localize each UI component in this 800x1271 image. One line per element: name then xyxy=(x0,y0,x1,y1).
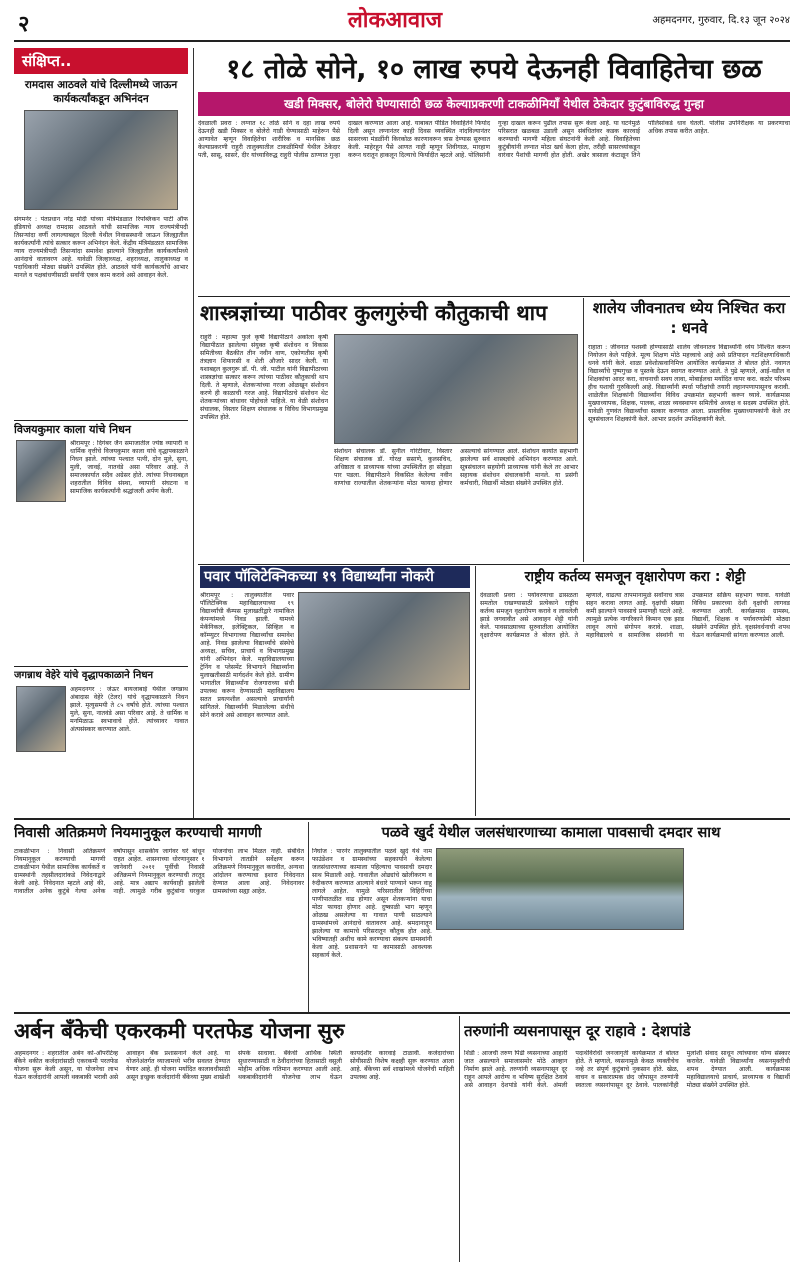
section-rule xyxy=(198,296,790,297)
column-divider xyxy=(308,822,309,1012)
brief-headline: विजयकुमार काला यांचे निधन xyxy=(14,420,188,437)
section-rule xyxy=(14,1012,790,1014)
story-body: देवळाली प्रवरा : पर्यावरणाचा ढासळता समतोल राखण्यासाठी प्रत्येकाने राष्ट्रीय कर्तव्य समजून वृक्षारोपण करावे व लावलेली झाडे जगवावीत असे आवाहन शेट्टी यांनी केले. पावसाळ्याच्या सुरुवातीला आयोजित वृक्षारोपण कार्यक्रमात ते बोलत होते. ते म्हणाले, वाढत्या तापमानामुळे सर्वांनाच त्रास सहन करावा लागत आहे. वृक्षांची संख्या कमी झाल्याने पावसाचे प्रमाणही घटले आहे. त्यामुळे प्रत्येक नागरिकाने किमान एक झाड लावून त्याचे संगोपन करावे. शाळा, महाविद्यालये व सामाजिक संस्थांनी या उपक्रमात सक्रिय सहभाग घ्यावा. यावेळी विविध प्रकारच्या देशी वृक्षांची लागवड करण्यात आली. कार्यक्रमास ग्रामस्थ, विद्यार्थी, शिक्षक व पर्यावरणप्रेमी मोठ्या संख्येने उपस्थित होते. वृक्षसंवर्धनाची शपथ घेऊन कार्यक्रमाची सांगता करण्यात आली. xyxy=(480,592,790,639)
section-rule xyxy=(198,564,790,565)
portrait-photo xyxy=(16,440,66,502)
story-body: संशोधन संचालक डॉ. सुनील गोरंटीवार, विस्तार शिक्षण संचालक डॉ. गोरक्ष ससाणे, कुलसचिव, अधिष्ठाता व प्राध्यापक यांच्या उपस्थितीत हा सोहळा पार पडला. विद्यापीठाने विकसित केलेल्या नवीन वाणांचा राज्यातील शेतकऱ्यांना मोठा फायदा होणार असल्याचे सांगण्यात आले. संशोधन कार्यात सहभागी झालेल्या सर्व शास्त्रज्ञांचे अभिनंदन करण्यात आले. सूत्रसंचालन सहयोगी प्राध्यापक यांनी केले तर आभार सहायक संशोधन संचालकांनी मानले. या प्रसंगी कर्मचारी, विद्यार्थी मोठ्या संख्येने उपस्थित होते. xyxy=(334,448,578,487)
story-headline: १८ तोळे सोने, १० लाख रुपये देऊनही विवाहितेचा छळ xyxy=(226,54,762,85)
story-body: निघोज : पारनेर तालुक्यातील पळवे खुर्द येथे नाम फाउंडेशन व ग्रामस्थांच्या सहकार्याने केलेल्या जलसंधारणाच्या कामाला पहिल्याच पावसाची दमदार साथ मिळाली आहे. गावातील ओढ्यांचे खोलीकरण व रुंदीकरण करण्यात आल्याने बंधारे पाण्याने भरून वाहू लागले आहेत. यामुळे परिसरातील विहिरींच्या पाणीपातळीत वाढ होणार असून शेतकऱ्यांना याचा मोठा फायदा होणार आहे. दुष्काळी भाग म्हणून ओळख असलेल्या या गावात पाणी साठल्याने ग्रामस्थांमध्ये आनंदाचे वातावरण आहे. श्रमदानातून झालेल्या या कामाचे परिसरातून कौतुक होत आहे. भविष्यातही अशीच कामे करण्याचा संकल्प ग्रामस्थांनी केला आहे. प्रशासनाने या कामासाठी आवश्यक सहकार्य केले. xyxy=(312,848,432,959)
palve-photo xyxy=(436,848,684,930)
masthead-rule xyxy=(14,40,790,42)
brief-body: अहमदनगर : जेऊर बायजाबाई येथील जगन्नाथ अंबादास वेहेरे (टेलर) यांचे वृद्धापकाळाने निधन झाले. मृत्युसमयी ते ८५ वर्षांचे होते. त्यांच्या पश्चात मुले, सुना, नातवंडे असा परिवार आहे. ते धार्मिक व मनमिळाऊ स्वभावाचे होते. त्यांच्यावर गावात अंत्यसंस्कार करण्यात आले. xyxy=(70,686,188,733)
sidebar-title: संक्षिप्त.. xyxy=(14,48,188,74)
story-body: राहुरी : महात्मा फुले कृषी विद्यापीठाने अकोला कृषी विद्यापीठात झालेल्या संयुक्त कृषी संशोधन व विकास समितीच्या बैठकीत तीन नवीन वाण, एकोणतीस कृषी तंत्रज्ञान शिफारसी व शेती औजारे सादर केली. या यशाबद्दल कुलगुरू डॉ. पी. जी. पाटील यांनी विद्यापीठाच्या शास्त्रज्ञांचा सत्कार करून त्यांच्या पाठीवर कौतुकाची थाप दिली. ते म्हणाले, शेतकऱ्यांच्या गरजा ओळखून संशोधन करणे ही काळाची गरज आहे. विद्यापीठाचे संशोधन थेट शेतकऱ्यांच्या बांधावर पोहोचले पाहिजे. या वेळी संशोधन संचालक, विस्तार शिक्षण संचालक व विविध विभागप्रमुख उपस्थित होते. xyxy=(200,334,328,421)
sidebar xyxy=(14,48,188,818)
column-divider xyxy=(583,298,584,562)
brief-body: श्रीरामपूर : दिगंबर जैन समाजातील ज्येष्ठ व्यापारी व धार्मिक वृत्तीचे विजयकुमार काला यांचे वृद्धापकाळाने निधन झाले. त्यांच्या पश्चात पत्नी, दोन मुले, सुना, मुली, जावई, नातवंडे असा परिवार आहे. ते समाजकार्यात सदैव अग्रेसर होते. त्यांच्या निधनाबद्दल शहरातील विविध संस्था, व्यापारी संघटना व सामाजिक कार्यकर्त्यांनी श्रद्धांजली अर्पण केली. xyxy=(70,440,188,495)
brief-headline: जगन्नाथ वेहेरे यांचे वृद्धापकाळाने निधन xyxy=(14,666,188,682)
brief-body-continued xyxy=(14,504,188,654)
story-body-continued xyxy=(436,934,684,1008)
scientists-photo xyxy=(334,334,578,444)
brand-logo: लोकआवाज xyxy=(347,8,443,33)
masthead xyxy=(0,0,800,50)
edition-line: अहमदनगर, गुरुवार, दि.१३ जून २०२४ xyxy=(652,15,790,26)
story-body: देवळाली प्रवरा : लग्नात १८ तोळे सोने व दहा लाख रुपये देऊनही खडी मिक्सर व बोलेरो गाडी घेण्यासाठी माहेरून पैसे आणावेत म्हणून विवाहितेचा शारीरिक व मानसिक छळ केल्याप्रकरणी राहुरी तालुक्यातील टाकळीमियाँ येथील ठेकेदार पती, सासू, सासरे, दीर यांच्याविरुद्ध राहुरी पोलीस ठाण्यात गुन्हा दाखल करण्यात आला आहे. याबाबत पीडित विवाहितेने फिर्याद दिली असून लग्नानंतर काही दिवस व्यवस्थित नांदविल्यानंतर सासरच्या मंडळींनी किरकोळ कारणावरून त्रास देण्यास सुरुवात केली. माहेरहून पैसे आणत नाही म्हणून शिवीगाळ, मारहाण करून घरातून हाकलून दिल्याचे फिर्यादीत म्हटले आहे. पोलिसांनी गुन्हा दाखल करून पुढील तपास सुरू केला आहे. या घटनेमुळे परिसरात खळबळ उडाली असून संबंधितांवर कडक कारवाई करण्याची मागणी महिला संघटनांनी केली आहे. विवाहितेच्या कुटुंबीयांनी लग्नात मोठा खर्च केला होता, तरीही सासरच्यांकडून वारंवार पैशांची मागणी होत होती. अखेर त्रासाला कंटाळून तिने पोलिसांकडे धाव घेतली. पोलीस उपनिरीक्षक या प्रकरणाचा अधिक तपास करीत आहेत. xyxy=(198,120,790,159)
ramdas-photo xyxy=(24,110,178,210)
column-divider xyxy=(193,48,194,818)
polytechnic-photo xyxy=(298,592,470,690)
story-body: राहाता : जीवनात यशस्वी होण्यासाठी शालेय जीवनातच विद्यार्थ्यांनी ध्येय निश्चित करून नियोजन केले पाहिजे. मूल्य शिक्षण मोठे महत्त्वाचे आहे असे प्रतिपादन गटशिक्षणाधिकारी धनवे यांनी केले. शाळा प्रवेशोत्सवानिमित्त आयोजित कार्यक्रमात ते बोलत होते. नवागत विद्यार्थ्यांचे पुष्पगुच्छ व पुस्तके देऊन स्वागत करण्यात आले. ते पुढे म्हणाले, आई-वडील व शिक्षकांचा आदर करा, वाचनाची सवय लावा, मोबाईलचा मर्यादित वापर करा. कठोर परिश्रम हीच यशाची गुरुकिल्ली आहे. विद्यार्थ्यांनी स्पर्धा परीक्षांची तयारी लहानपणापासूनच करावी. शाळेतील शिक्षकांनी विद्यार्थ्यांना विविध उपक्रमांत सहभागी करून घ्यावे. कार्यक्रमास मुख्याध्यापक, शिक्षक, पालक, शाळा व्यवस्थापन समितीचे अध्यक्ष व सदस्य उपस्थित होते. यावेळी गुणवंत विद्यार्थ्यांचा सत्कार करण्यात आला. प्रास्ताविक मुख्याध्यापकांनी केले तर सूत्रसंचालन शिक्षकांनी केले. आभार प्रदर्शन उपशिक्षकांनी केले. xyxy=(588,344,790,423)
story-headline: पवार पॉलिटेक्निकच्या १९ विद्यार्थ्यांना नोकरी xyxy=(200,566,470,588)
story-body-continued xyxy=(298,694,470,814)
brief-body: संगमनेर : पंतप्रधान नरेंद्र मोदी यांच्या मंत्रिमंडळात रिपब्लिकन पार्टी ऑफ इंडियाचे अध्यक्ष रामदास आठवले यांची सामाजिक न्याय राज्यमंत्रीपदी तिसऱ्यांदा वर्णी लागल्याबद्दल दिल्ली येथील निवासस्थानी जाऊन जिल्ह्यातील कार्यकर्त्यांनी त्यांचे सत्कार करून अभिनंदन केले. केंद्रीय मंत्रिमंडळात सामाजिक न्याय राज्यमंत्रीपदी तिसऱ्यांदा समावेश झाल्याने जिल्ह्यातील कार्यकर्त्यांमध्ये आनंदाचे वातावरण आहे. यावेळी जिल्हाध्यक्ष, शहराध्यक्ष, तालुकाध्यक्ष व पदाधिकारी मोठ्या संख्येने उपस्थित होते. आठवले यांनी कार्यकर्त्यांचे आभार मानले व पक्षबांधणीसाठी सर्वांनी एकत्र काम करावे असे आवाहन केले. xyxy=(14,216,188,279)
brief-headline: रामदास आठवले यांचे दिल्लीमध्ये जाऊन कार्यकर्त्यांकडून अभिनंदन xyxy=(24,79,178,105)
story-subheadline-banner: खडी मिक्सर, बोलेरो घेण्यासाठी छळ केल्याप्रकरणी टाकळीमियाँ येथील ठेकेदार कुटुंबाविरुद्ध गुन्हा xyxy=(198,92,790,116)
column-divider xyxy=(475,566,476,816)
story-headline: शास्त्रज्ञांच्या पाठीवर कुलगुरुंची कौतुकाची थाप xyxy=(200,301,548,325)
portrait-photo xyxy=(16,686,66,752)
column-divider xyxy=(459,1016,460,1262)
page-number: २ xyxy=(18,12,30,37)
story-body-continued xyxy=(688,848,790,1008)
story-body: टाकळीभान : निवासी अतिक्रमणे नियमानुकूल करण्याची मागणी टाकळीभान येथील सामाजिक कार्यकर्ते व ग्रामस्थांनी तहसीलदारांकडे निवेदनाद्वारे केली आहे. निवेदनात म्हटले आहे की, गावातील अनेक कुटुंबे गेल्या अनेक वर्षांपासून शासकीय जागेवर घरे बांधून राहत आहेत. शासनाच्या धोरणानुसार १ जानेवारी २०११ पूर्वीची निवासी अतिक्रमणे नियमानुकूल करण्याची तरतूद आहे. मात्र अद्याप कार्यवाही झालेली नाही. त्यामुळे गरीब कुटुंबांना घरकुल योजनांचा लाभ मिळत नाही. संबंधित विभागाने तातडीने सर्वेक्षण करून अतिक्रमणे नियमानुकूल करावीत, अन्यथा आंदोलन करण्याचा इशारा निवेदनात देण्यात आला आहे. निवेदनावर ग्रामस्थांच्या सह्या आहेत. xyxy=(14,848,304,895)
story-headline: राष्ट्रीय कर्तव्य समजून वृक्षारोपण करा : शेट्टी xyxy=(524,569,746,585)
story-headline: तरुणांनी व्यसनापासून दूर राहावे : देशपांडे xyxy=(464,1022,691,1040)
section-rule xyxy=(14,818,790,820)
story-body: शिर्डी : आजची तरुण पिढी व्यसनाच्या आहारी जात असल्याने समाजासमोर मोठे आव्हान निर्माण झाले आहे. तरुणांनी व्यसनापासून दूर राहून आपले आरोग्य व भविष्य सुरक्षित ठेवावे असे आवाहन देशपांडे यांनी केले. अंमली पदार्थविरोधी जनजागृती कार्यक्रमात ते बोलत होते. ते म्हणाले, व्यसनामुळे केवळ व्यक्तीचेच नव्हे तर संपूर्ण कुटुंबाचे नुकसान होते. खेळ, वाचन व सकारात्मक छंद जोपासून तरुणांनी स्वतःला व्यसनांपासून दूर ठेवावे. पालकांनीही मुलांशी संवाद साधून त्यांच्यावर योग्य संस्कार करावेत. यावेळी विद्यार्थ्यांना व्यसनमुक्तीची शपथ देण्यात आली. कार्यक्रमास महाविद्यालयाचे प्राचार्य, प्राध्यापक व विद्यार्थी मोठ्या संख्येने उपस्थित होते. xyxy=(464,1050,790,1089)
story-body: अहमदनगर : शहरातील अर्बन को-ऑपरेटिव्ह बँकेने थकीत कर्जदारांसाठी एकरकमी परतफेड योजना सुरू केली असून, या योजनेचा लाभ घेऊन कर्जदारांनी आपली थकबाकी भरावी असे आवाहन बँक प्रशासनाने केले आहे. या योजनेअंतर्गत व्याजामध्ये भरीव सवलत देण्यात येणार आहे. ही योजना मर्यादित कालावधीसाठी असून इच्छुक कर्जदारांनी बँकेच्या मुख्य शाखेशी संपर्क साधावा. बँकेची आर्थिक स्थिती सुधारण्यासाठी व ठेवीदारांच्या हितासाठी वसुली मोहीम अधिक गतिमान करण्यात आली आहे. थकबाकीदारांनी योजनेचा लाभ घेऊन कायदेशीर कारवाई टाळावी. कर्जदारांच्या सोयीसाठी विशेष कक्षही सुरू करण्यात आला आहे. बँकेच्या सर्व शाखांमध्ये योजनेची माहिती उपलब्ध आहे. xyxy=(14,1050,454,1081)
story-headline: अर्बन बँकेची एकरकमी परतफेड योजना सुरु xyxy=(14,1019,345,1043)
story-body: श्रीरामपूर : तालुक्यातील पवार पॉलिटेक्निक महाविद्यालयाच्या १९ विद्यार्थ्यांची कॅम्पस मुलाखतीद्वारे नामांकित कंपन्यांमध्ये निवड झाली. यामध्ये मेकॅनिकल, इलेक्ट्रिकल, सिव्हिल व कॉम्प्युटर विभागाच्या विद्यार्थ्यांचा समावेश आहे. निवड झालेल्या विद्यार्थ्यांचे संस्थेचे अध्यक्ष, सचिव, प्राचार्य व विभागप्रमुख यांनी अभिनंदन केले. महाविद्यालयाच्या ट्रेनिंग व प्लेसमेंट विभागाने विद्यार्थ्यांना मुलाखतीसाठी मार्गदर्शन केले होते. ग्रामीण भागातील विद्यार्थ्यांना रोजगाराच्या संधी उपलब्ध करून देण्यासाठी महाविद्यालय सतत प्रयत्नशील असल्याचे प्राचार्यांनी सांगितले. विद्यार्थ्यांनी मिळालेल्या संधीचे सोने करावे असे आवाहन करण्यात आले. xyxy=(200,592,294,719)
story-headline: पळवे खुर्द येथील जलसंधारणाच्या कामाला पावसाची दमदार साथ xyxy=(381,825,721,841)
story-headline: निवासी अतिक्रमणे नियमानुकूल करण्याची मागणी xyxy=(14,825,262,841)
story-headline: शालेय जीवनातच ध्येय निश्चित करा : धनवे xyxy=(592,299,786,337)
